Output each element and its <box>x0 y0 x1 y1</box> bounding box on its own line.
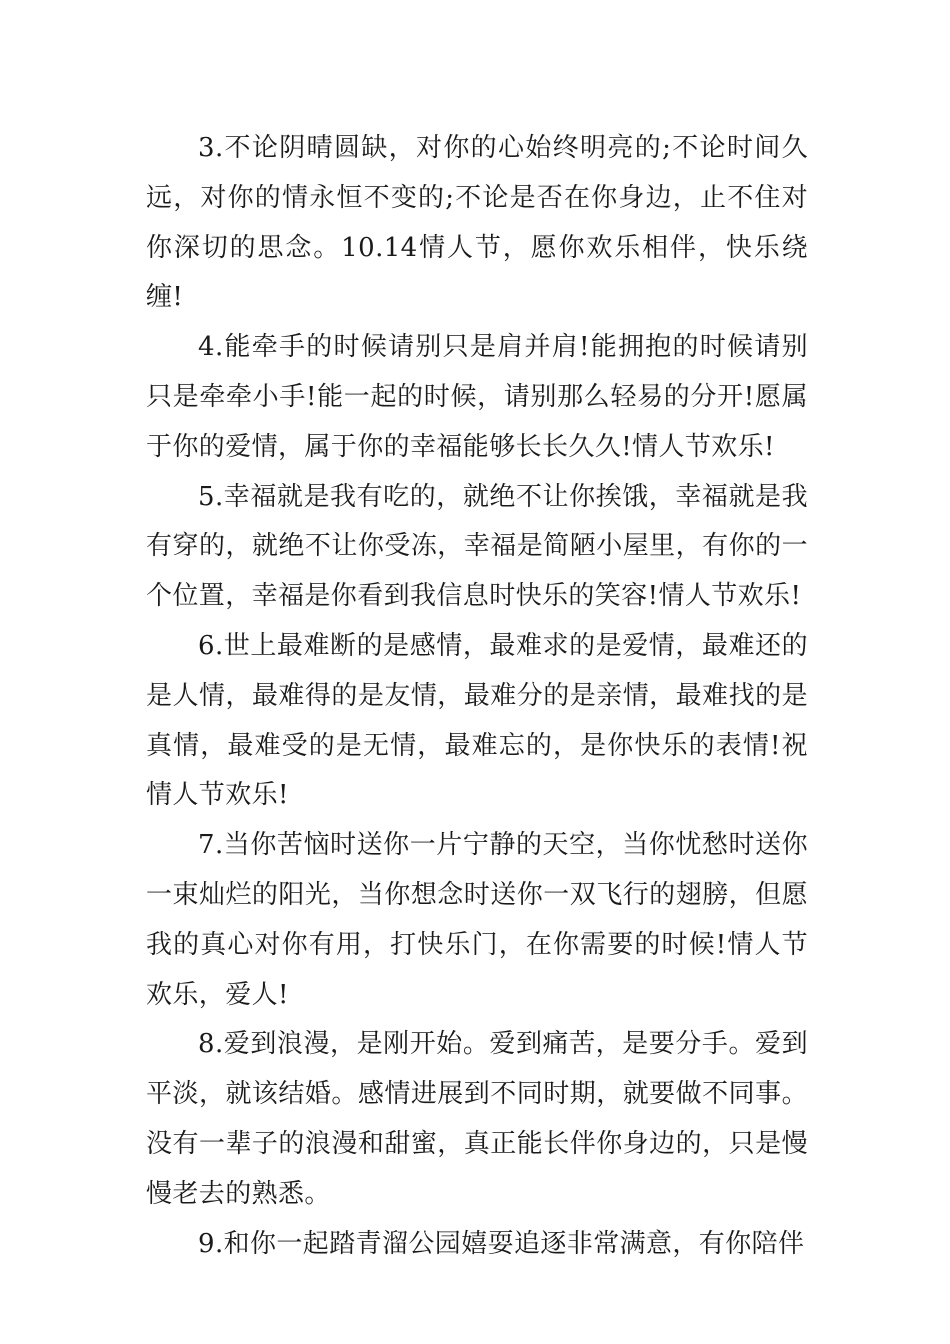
paragraph-4: 4.能牵手的时候请别只是肩并肩!能拥抱的时候请别只是牵牵小手!能一起的时候，请别那么轻易的分开!愿属于你的爱情，属于你的幸福能够长长久久!情人节欢乐! <box>146 332 808 462</box>
paragraph-3: 3.不论阴晴圆缺，对你的心始终明亮的;不论时间久远，对你的情永恒不变的;不论是否在你身边，止不住对你深切的思念。10.14情人节，愿你欢乐相伴，快乐绕缠! <box>146 133 808 313</box>
paragraph-8: 8.爱到浪漫，是刚开始。爱到痛苦，是要分手。爱到平淡，就该结婚。感情进展到不同时期，就要做不同事。没有一辈子的浪漫和甜蜜，真正能长伴你身边的，只是慢慢老去的熟悉。 <box>146 1029 808 1209</box>
document-body <box>146 124 808 1269</box>
paragraph-9: 9.和你一起踏青溜公园嬉耍追逐非常满意，有你陪伴 <box>198 1228 805 1259</box>
paragraph-6: 6.世上最难断的是感情，最难求的是爱情，最难还的是人情，最难得的是友情，最难分的是亲情，最难找的是真情，最难受的是无情，最难忘的，是你快乐的表情!祝情人节欢乐! <box>146 630 808 811</box>
paragraph-7: 7.当你苦恼时送你一片宁静的天空，当你忧愁时送你一束灿烂的阳光，当你想念时送你一双飞行的翅膀，但愿我的真心对你有用，打快乐门，在你需要的时候!情人节欢乐，爱人! <box>146 830 808 1010</box>
paragraph-5: 5.幸福就是我有吃的，就绝不让你挨饿，幸福就是我有穿的，就绝不让你受冻，幸福是简陋小屋里，有你的一个位置，幸福是你看到我信息时快乐的笑容!情人节欢乐! <box>146 481 808 612</box>
